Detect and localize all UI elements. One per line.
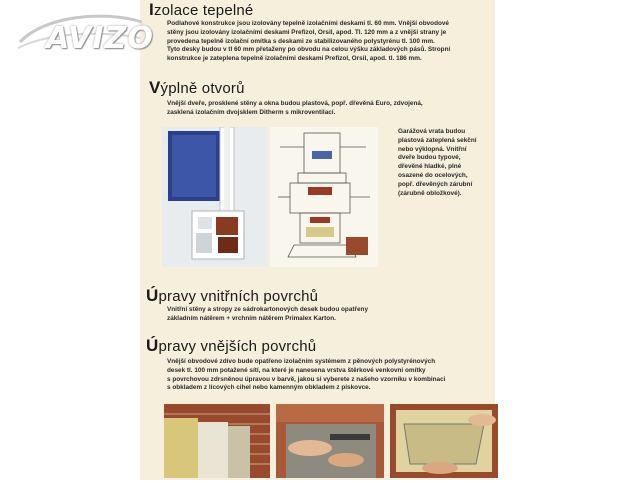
heading-upravy-vnitrnich: Úpravy vnitřních povrchů: [146, 286, 319, 305]
paragraph-line: desek tl. 100 mm potažené sítí, na které je nanesena vrstva štěrkové venkovní omítky: [167, 366, 426, 374]
heading-upravy-vnejsich: Úpravy vnějších povrchů: [146, 336, 317, 355]
paragraph-line: nebo výklopná. Vnitřní: [398, 145, 467, 153]
facade-photo-strip: [164, 404, 498, 478]
heading-vyplne: Výplně otvorů: [149, 78, 245, 97]
paragraph-line: dveře budou typové,: [398, 154, 461, 162]
paragraph-line: zasklená izolačním dvojsklem Ditherm s mikroventilací.: [167, 108, 336, 116]
paragraph-line: (zárubně obložkové).: [398, 189, 462, 197]
paragraph-line: Tyto desky budou v tl 60 mm přetaženy po obvodu na celou výšku základových pásů. Stropní: [167, 46, 451, 54]
paragraph-line: popř. dřevěných zárubní: [398, 180, 473, 188]
window-cross-section-drawing: [270, 127, 378, 267]
paragraph-line: s povrchovou zdrsněnou úpravou v barvě, jakou si vyberete z našeho vzorníku v kombinaci: [167, 375, 446, 383]
paragraph-line: provedena tepelně izolační omítka s deskami ze stabilizovaného polystyrénu tl. 100 mm.: [167, 37, 435, 45]
paragraph-line: konstrukce je zateplena tepelně izolačními deskami Prefizol, Orsil, apod. tl. 186 mm.: [167, 55, 422, 63]
paragraph-upravy-vnejsich: [167, 358, 445, 393]
paragraph-line: Vnější obvodové zdivo bude opatřeno izolačním systémem z pěnových polystyrénových: [167, 358, 436, 365]
avizo-logo: [14, 12, 154, 56]
paragraph-line: osazené do ocelových,: [398, 171, 468, 179]
heading-izolace: Izolace tepelné: [149, 0, 254, 19]
paragraph-line: Vnější dveře, prosklené stěny a okna budou plastová, popř. dřevěná Euro, zdvojená,: [167, 100, 423, 107]
paragraph-izolace: [167, 20, 450, 64]
paragraph-line: stěny jsou izolovány izolačními deskami Prefizol, Orsil, apod. Tl. 120 mm a z vnější strany je: [167, 28, 447, 36]
paragraph-line: dřevěné hladké, plné: [398, 163, 462, 171]
mesh-trowel-photo: [390, 404, 498, 478]
window-profile-photo: [162, 127, 267, 267]
paragraph-garaz: [398, 128, 477, 198]
brick-insulation-photo: [164, 404, 270, 478]
paragraph-line: Podlahové konstrukce jsou izolovány tepelně izolačními deskami tl. 60 mm. Vnější obvodové: [167, 20, 449, 27]
paragraph-line: Vnitřní stěny a stropy ze sádrokartonových desek budou opatřeny: [167, 306, 368, 313]
logo-text: AVIZO: [46, 21, 154, 56]
paragraph-line: plastová zateplená sekční: [398, 136, 477, 144]
paragraph-vyplne: [167, 100, 423, 118]
paragraph-line: Garážová vrata budou: [398, 128, 466, 135]
document-page: [46, 0, 495, 480]
paragraph-upravy-vnitrnich: [167, 306, 368, 324]
paragraph-line: základním nátěrem + vrchním nátěrem Primalex Karton.: [167, 314, 336, 322]
plastering-hands-photo: [276, 404, 384, 478]
paragraph-line: s obkladem z lícových cihel nebo kamenným obkladem z pískovce.: [167, 384, 371, 392]
